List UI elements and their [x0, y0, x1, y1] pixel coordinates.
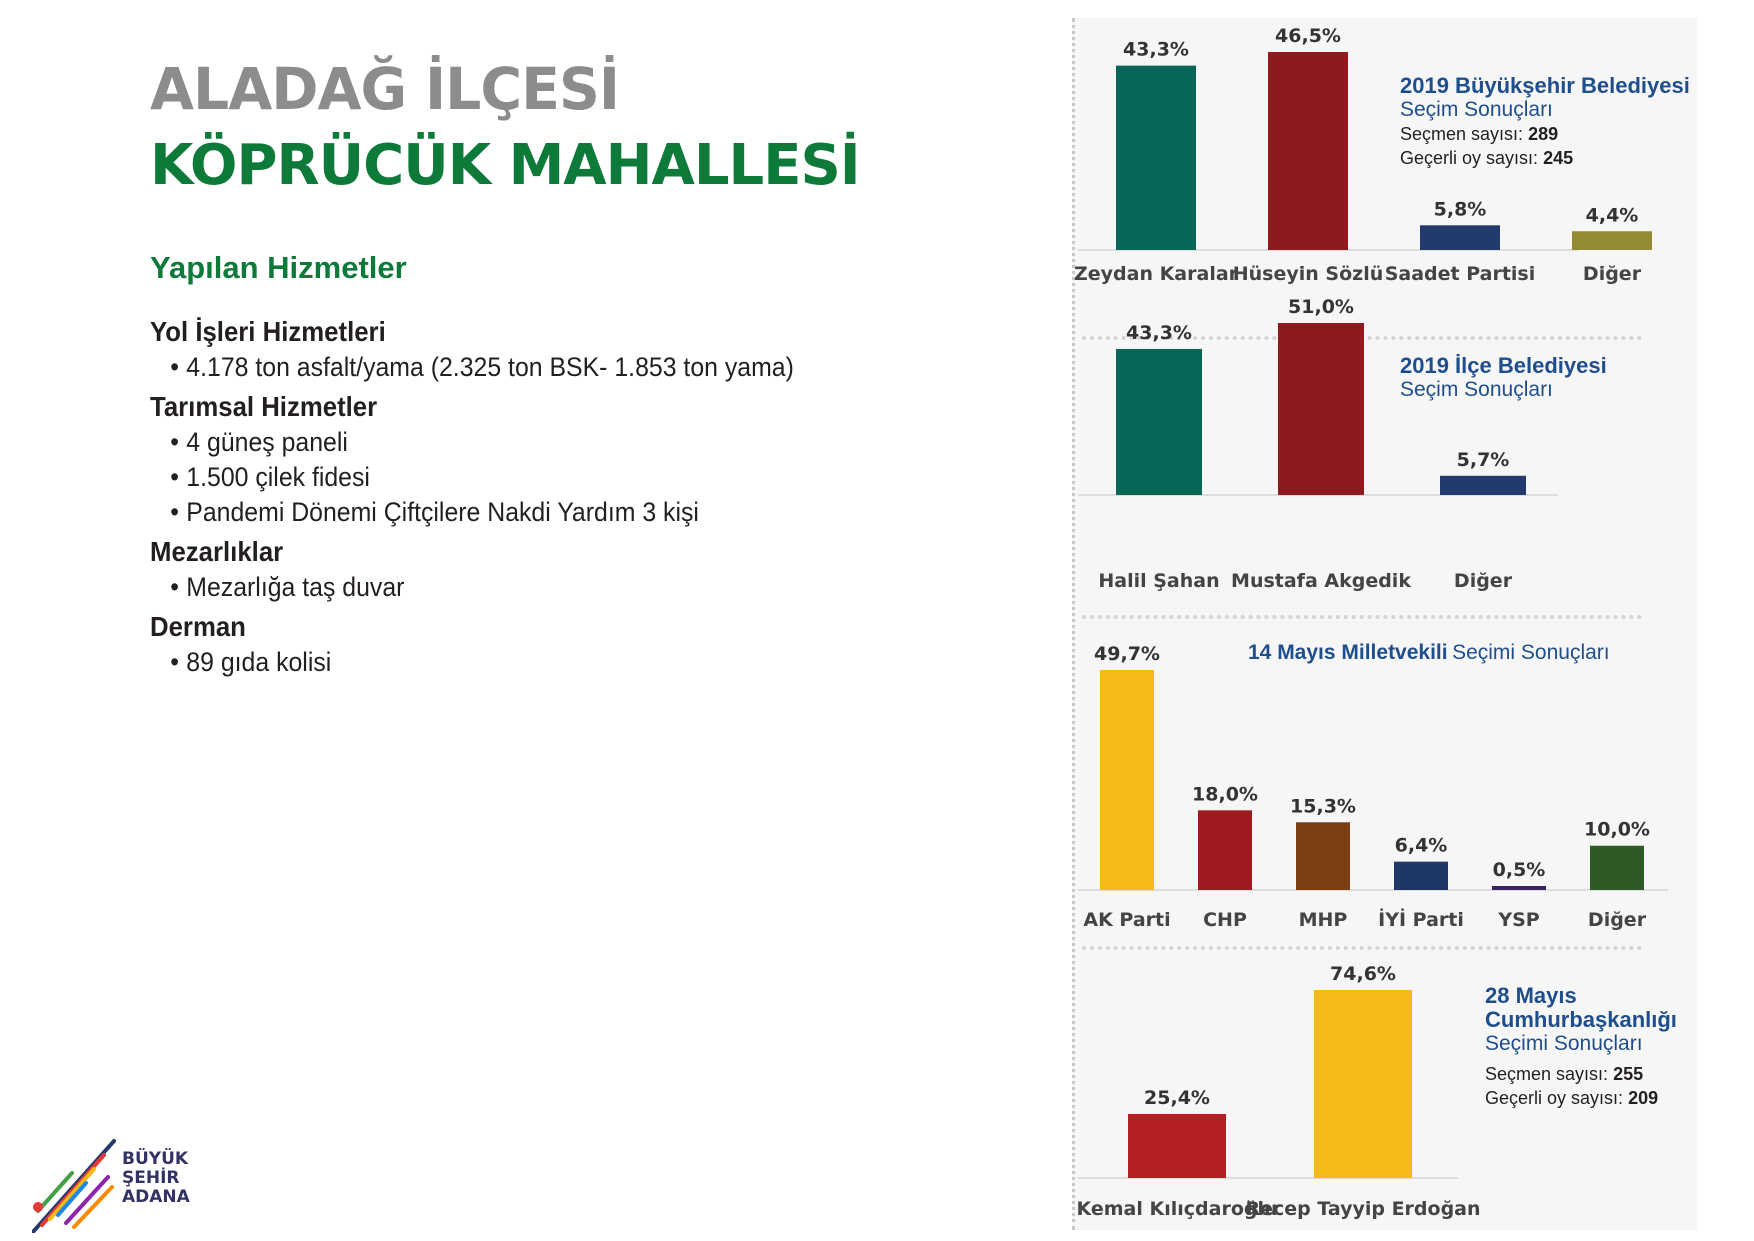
bar-value-label: 4,4% — [1585, 204, 1639, 227]
bar-value-label: 6,4% — [1394, 834, 1448, 857]
legend-valid-votes: Geçerli oy sayısı: 245 — [1400, 148, 1574, 168]
bar — [1268, 52, 1348, 250]
category-label: YSP — [1498, 909, 1540, 931]
legend-voters: Seçmen sayısı: 255 — [1485, 1064, 1644, 1084]
bar-value-label: 5,7% — [1456, 448, 1510, 471]
legend-title: 2019 İlçe Belediyesi — [1400, 353, 1607, 378]
category-label: İYİ Parti — [1378, 909, 1464, 931]
services-list — [150, 314, 930, 684]
divider — [1082, 946, 1642, 950]
category-label: Zeydan Karalar — [1073, 263, 1239, 285]
service-group-cemeteries — [150, 534, 930, 605]
category-label: Kemal Kılıçdaroğlu — [1076, 1198, 1278, 1220]
category-label: Hüseyin Sözlü — [1232, 263, 1384, 285]
bar — [1314, 990, 1412, 1178]
bar-value-label: 43,3% — [1123, 38, 1189, 61]
bar — [1394, 862, 1448, 890]
service-group-roads — [150, 314, 930, 385]
service-group-title: Mezarlıklar — [150, 536, 284, 567]
legend-title: 2019 Büyükşehir Belediyesi — [1400, 73, 1690, 98]
bar-value-label: 5,8% — [1433, 198, 1487, 221]
category-label: AK Parti — [1083, 909, 1171, 931]
service-group-title: Derman — [150, 611, 246, 642]
legend-title: 14 Mayıs Milletvekili — [1248, 641, 1448, 664]
category-label: CHP — [1203, 909, 1247, 931]
legend-2019-district — [1400, 354, 1607, 402]
services-heading: Yapılan Hizmetler — [150, 250, 407, 285]
bar — [1100, 670, 1154, 890]
category-label: Mustafa Akgedik — [1231, 570, 1411, 592]
bar — [1116, 349, 1202, 495]
service-group-agriculture — [150, 389, 930, 530]
service-item: • Mezarlığa taş duvar — [150, 570, 868, 605]
bar-value-label: 43,3% — [1126, 321, 1192, 344]
bar — [1278, 323, 1364, 495]
service-item: • 4.178 ton asfalt/yama (2.325 ton BSK- 1.853 ton yama) — [150, 350, 868, 385]
chart-14-may-parliamentary — [1078, 630, 1688, 940]
district-title: ALADAĞ İLÇESİ — [150, 55, 620, 123]
legend-subtitle: Seçimi Sonuçları — [1452, 641, 1610, 664]
service-group-title: Tarımsal Hizmetler — [150, 391, 378, 422]
category-label: Diğer — [1582, 263, 1642, 285]
service-group-derman — [150, 609, 930, 680]
bar — [1492, 886, 1546, 890]
bar — [1116, 66, 1196, 250]
category-label: Diğer — [1453, 570, 1513, 592]
bar-value-label: 51,0% — [1288, 296, 1354, 318]
bar — [1440, 476, 1526, 495]
service-item: • 89 gıda kolisi — [150, 645, 868, 680]
divider — [1082, 615, 1642, 619]
service-item: • Pandemi Dönemi Çiftçilere Nakdi Yardım 3 kişi — [150, 495, 868, 530]
legend-subtitle: Seçim Sonuçları — [1400, 378, 1553, 401]
category-label: Recep Tayyip Erdoğan — [1245, 1198, 1481, 1220]
legend-14-may — [1248, 641, 1610, 665]
bar — [1420, 225, 1500, 250]
category-label: Halil Şahan — [1098, 570, 1220, 592]
legend-subtitle: Seçimi Sonuçları — [1485, 1032, 1643, 1055]
bar-value-label: 49,7% — [1094, 643, 1160, 665]
service-group-title: Yol İşleri Hizmetleri — [150, 316, 386, 347]
legend-title: 28 Mayıs — [1485, 983, 1577, 1008]
bar-value-label: 10,0% — [1584, 818, 1650, 841]
bar — [1198, 810, 1252, 890]
chart-28-may-presidential — [1076, 960, 1481, 1225]
logo-text: BÜYÜK ŞEHİR ADANA — [122, 1149, 190, 1207]
category-label: Diğer — [1587, 909, 1647, 931]
service-item: • 4 güneş paneli — [150, 425, 868, 460]
bar — [1128, 1114, 1226, 1178]
category-label: Saadet Partisi — [1384, 263, 1536, 285]
category-label: MHP — [1298, 909, 1348, 931]
bar-value-label: 18,0% — [1192, 783, 1258, 806]
bar-value-label: 74,6% — [1330, 963, 1396, 985]
bar-value-label: 15,3% — [1290, 795, 1356, 818]
service-item: • 1.500 çilek fidesi — [150, 460, 868, 495]
legend-title: Cumhurbaşkanlığı — [1485, 1007, 1677, 1032]
bar-value-label: 0,5% — [1492, 859, 1546, 881]
legend-voters: Seçmen sayısı: 289 — [1400, 124, 1559, 144]
neighborhood-title: KÖPRÜCÜK MAHALLESİ — [150, 133, 860, 198]
legend-valid-votes: Geçerli oy sayısı: 209 — [1485, 1088, 1659, 1108]
legend-28-may — [1485, 984, 1677, 1110]
bar — [1296, 822, 1350, 890]
bar — [1590, 846, 1644, 890]
bar-value-label: 25,4% — [1144, 1086, 1210, 1109]
legend-2019-metropolitan — [1400, 74, 1690, 170]
bar — [1572, 231, 1652, 250]
legend-subtitle: Seçim Sonuçları — [1400, 98, 1553, 121]
bar-value-label: 46,5% — [1275, 25, 1341, 47]
